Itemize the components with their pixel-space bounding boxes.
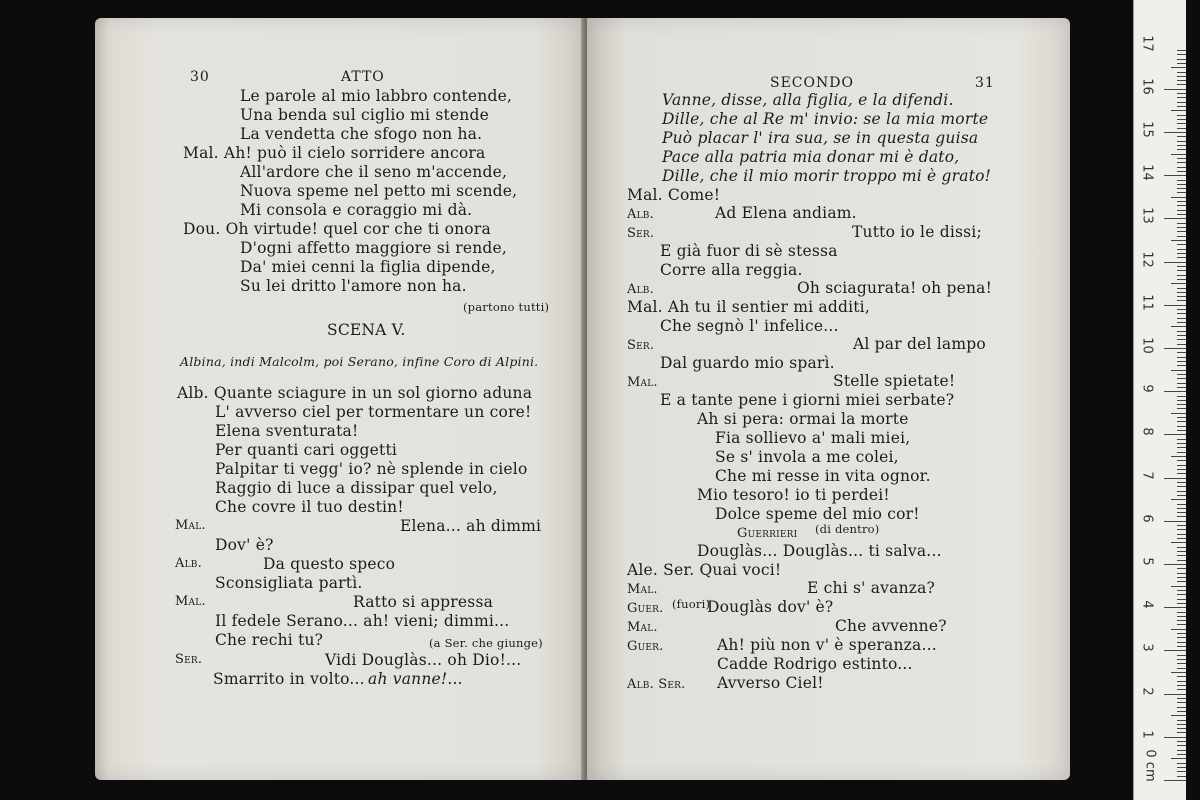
ruler-tick (1177, 205, 1186, 206)
ruler-tick (1171, 586, 1186, 587)
verse-line: Tutto io le dissi; (852, 223, 982, 241)
ruler-tick (1177, 188, 1186, 189)
ruler-tick (1177, 495, 1186, 496)
verse-line: Mi consola e coraggio mi dà. (240, 201, 473, 219)
speaker-label: Ser. (627, 338, 655, 353)
ruler-tick (1177, 663, 1186, 664)
ruler-tick (1177, 590, 1186, 591)
ruler-tick (1177, 236, 1186, 237)
ruler-tick (1177, 184, 1186, 185)
ruler-tick (1177, 620, 1186, 621)
ruler-tick (1177, 504, 1186, 505)
ruler-tick (1177, 344, 1186, 345)
ruler-tick (1177, 603, 1186, 604)
verse-line: Dov' è? (215, 536, 274, 554)
verse-line-italic: Pace alla patria mia donar mi è dato, (662, 148, 960, 166)
ruler-tick (1177, 275, 1186, 276)
ruler-tick (1171, 542, 1186, 543)
ruler-tick (1171, 629, 1186, 630)
ruler-tick (1177, 210, 1186, 211)
verse-line: Per quanti cari oggetti (215, 441, 398, 459)
ruler-tick (1177, 624, 1186, 625)
measuring-ruler (1133, 0, 1186, 800)
verse-line: Oh sciagurata! oh pena! (797, 279, 993, 297)
ruler-tick (1177, 270, 1186, 271)
verse-line: Da questo speco (263, 555, 396, 573)
ruler-tick (1177, 84, 1186, 85)
speaker-label: Guer. (627, 639, 664, 654)
page-number: 31 (975, 75, 995, 91)
speaker-label: Alb. Ser. (627, 677, 686, 692)
speaker-label: Alb. (175, 556, 202, 571)
ruler-tick (1164, 650, 1186, 651)
verse-line: Ratto si appressa (353, 593, 494, 611)
ruler-tick (1177, 581, 1186, 582)
ruler-tick (1177, 257, 1186, 258)
speaker-label: Ser. (627, 226, 655, 241)
ruler-tick (1177, 396, 1186, 397)
ruler-tick (1171, 758, 1186, 759)
ruler-tick (1164, 348, 1186, 349)
ruler-tick (1171, 326, 1186, 327)
ruler-tick (1177, 633, 1186, 634)
ruler-tick (1177, 516, 1186, 517)
ruler-tick (1177, 300, 1186, 301)
verse-line: Che avvenne? (835, 617, 947, 635)
ruler-tick (1164, 564, 1186, 565)
ruler-tick (1171, 672, 1186, 673)
ruler-label: 6 (1139, 514, 1155, 523)
ruler-tick (1177, 123, 1186, 124)
ruler-tick (1177, 426, 1186, 427)
ruler-tick (1177, 292, 1186, 293)
ruler-tick (1177, 529, 1186, 530)
verse-line: Che mi resse in vita ognor. (715, 467, 931, 485)
page-number: 30 (190, 69, 210, 85)
speaker-label: Mal. (627, 620, 658, 635)
ruler-tick (1177, 214, 1186, 215)
ruler-tick (1177, 149, 1186, 150)
ruler-tick (1177, 724, 1186, 725)
ruler-tick (1177, 374, 1186, 375)
ruler-tick (1177, 136, 1186, 137)
ruler-tick (1177, 512, 1186, 513)
ruler-tick (1177, 296, 1186, 297)
ruler-tick (1177, 469, 1186, 470)
ruler-tick (1171, 240, 1186, 241)
ruler-tick (1177, 115, 1186, 116)
verse-line: Avverso Ciel! (717, 674, 824, 692)
ruler-label: 14 (1139, 164, 1155, 181)
ruler-tick (1177, 551, 1186, 552)
ruler-tick (1177, 97, 1186, 98)
ruler-tick (1177, 547, 1186, 548)
ruler-label: 2 (1139, 686, 1155, 696)
ruler-tick (1177, 361, 1186, 362)
verse-line: Mio tesoro! io ti perdei! (697, 486, 890, 504)
ruler-tick (1177, 771, 1186, 772)
verse-line: Dal guardo mio sparì. (660, 354, 835, 372)
ruler-tick (1177, 452, 1186, 453)
ruler-tick (1177, 72, 1186, 73)
speaker-label: Guer. (627, 601, 664, 616)
ruler-tick (1177, 408, 1186, 409)
ruler-tick (1177, 119, 1186, 120)
ruler-tick (1177, 681, 1186, 682)
ruler-tick (1171, 370, 1186, 371)
stage-direction: (fuori) (672, 597, 711, 611)
ruler-tick (1177, 59, 1186, 60)
ruler-tick (1177, 378, 1186, 379)
speaker-label: Mal. (627, 375, 658, 390)
ruler-tick (1177, 288, 1186, 289)
ruler-tick (1177, 465, 1186, 466)
ruler-tick (1177, 707, 1186, 708)
verse-line: Sconsigliata partì. (215, 574, 363, 592)
ruler-tick (1177, 555, 1186, 556)
ruler-label: 5 (1139, 557, 1155, 566)
ruler-tick (1177, 443, 1186, 444)
scene-heading: SCENA V. (327, 321, 406, 339)
ruler-tick (1171, 283, 1186, 284)
verse-line: E chi s' avanza? (807, 579, 936, 597)
ruler-tick (1164, 737, 1186, 738)
verse-line-italic: Vanne, disse, alla figlia, e la difendi. (662, 91, 954, 109)
verse-line: Douglàs... Douglàs... ti salva... (697, 542, 942, 560)
verse-line-italic: Può placar l' ira sua, se in questa guisa (662, 129, 979, 147)
speaker-label: Mal. (627, 582, 658, 597)
ruler-tick (1177, 482, 1186, 483)
ruler-tick (1177, 763, 1186, 764)
ruler-tick (1177, 180, 1186, 181)
ruler-tick (1177, 655, 1186, 656)
ruler-tick (1164, 607, 1186, 608)
verse-line: Ad Elena andiam. (715, 204, 857, 222)
ruler-tick (1177, 54, 1186, 55)
ruler-label: 12 (1139, 250, 1155, 268)
ruler-tick (1177, 331, 1186, 332)
verse-line: Su lei dritto l'amore non ha. (240, 277, 467, 295)
ruler-tick (1177, 594, 1186, 595)
speaker-label: Mal. (175, 594, 206, 609)
verse-line: Mal. Ah tu il sentier mi additi, (627, 298, 870, 316)
ruler-tick (1177, 76, 1186, 77)
ruler-tick (1164, 175, 1186, 176)
verse-line: Corre alla reggia. (660, 261, 803, 279)
ruler-tick (1177, 685, 1186, 686)
verse-line: Ale. Ser. Quai voci! (627, 561, 782, 579)
ruler-tick (1177, 637, 1186, 638)
verse-line: Che covre il tuo destin! (215, 498, 404, 516)
ruler-tick (1177, 732, 1186, 733)
ruler-tick (1177, 720, 1186, 721)
ruler-tick (1177, 473, 1186, 474)
verse-line: Se s' invola a me colei, (715, 448, 899, 466)
verse-line: Fia sollievo a' mali miei, (715, 429, 911, 447)
verse-line: La vendetta che sfogo non ha. (240, 125, 483, 143)
ruler-tick (1164, 132, 1186, 133)
verse-line: E a tante pene i giorni miei serbate? (660, 391, 955, 409)
stage-direction: (di dentro) (815, 522, 880, 536)
verse-line: Al par del lampo (853, 335, 986, 353)
ruler-tick (1177, 702, 1186, 703)
ruler-tick (1171, 197, 1186, 198)
ruler-tick (1177, 352, 1186, 353)
ruler-tick (1164, 780, 1186, 781)
ruler-tick (1177, 80, 1186, 81)
ruler-tick (1177, 158, 1186, 159)
verse-line: Le parole al mio labbro contende, (240, 87, 513, 105)
ruler-tick (1177, 249, 1186, 250)
ruler-tick (1177, 244, 1186, 245)
right-page (587, 18, 1070, 780)
ruler-tick (1177, 573, 1186, 574)
verse-line: Elena... ah dimmi (400, 517, 542, 535)
stage-direction: (a Ser. che giunge) (429, 636, 543, 650)
verse-line: Palpitar ti vegg' io? nè splende in cielo (215, 460, 528, 478)
ruler-label: 1 (1139, 730, 1155, 739)
ruler-tick (1177, 145, 1186, 146)
ruler-tick (1164, 434, 1186, 435)
speaker-label: Ser. (175, 652, 203, 667)
verse-line: L' avverso ciel per tormentare un core! (215, 403, 532, 421)
verse-line: Cadde Rodrigo estinto... (717, 655, 913, 673)
ruler-tick (1177, 491, 1186, 492)
verse-line: All'ardore che il seno m'accende, (240, 163, 508, 181)
verse-line: Vidi Douglàs... oh Dio!... (325, 651, 522, 669)
verse-line: Ah si pera: ormai la morte (697, 410, 909, 428)
ruler-tick (1177, 141, 1186, 142)
verse-line: Che rechi tu? (215, 631, 324, 649)
ruler-tick (1177, 171, 1186, 172)
ruler-label: 4 (1139, 600, 1155, 609)
ruler-tick (1177, 227, 1186, 228)
running-head: ATTO (341, 69, 385, 85)
ruler-label: 10 (1139, 337, 1155, 354)
verse-line: Mal. Ah! può il cielo sorridere ancora (183, 144, 486, 162)
ruler-tick (1177, 400, 1186, 401)
verse-line-italic: ah vanne!... (368, 670, 463, 688)
ruler-tick (1177, 728, 1186, 729)
verse-line: Mal. Come! (627, 186, 721, 204)
ruler-tick (1177, 689, 1186, 690)
ruler-tick (1177, 223, 1186, 224)
verse-line: Smarrito in volto... (213, 670, 365, 688)
verse-line: Stelle spietate! (833, 372, 956, 390)
ruler-tick (1177, 486, 1186, 487)
ruler-tick (1177, 754, 1186, 755)
ruler-tick (1177, 741, 1186, 742)
ruler-tick (1171, 67, 1186, 68)
verse-line: Douglàs dov' è? (707, 598, 834, 616)
ruler-tick (1177, 339, 1186, 340)
ruler-label: 9 (1139, 384, 1155, 393)
ruler-tick (1177, 439, 1186, 440)
ruler-tick (1177, 167, 1186, 168)
verse-line: Alb. Quante sciagure in un sol giorno aduna (177, 384, 533, 402)
ruler-tick (1177, 616, 1186, 617)
ruler-tick (1177, 335, 1186, 336)
ruler-tick (1177, 460, 1186, 461)
ruler-tick (1177, 309, 1186, 310)
ruler-tick (1164, 694, 1186, 695)
ruler-label: 3 (1139, 643, 1155, 653)
ruler-tick (1177, 383, 1186, 384)
speaker-label: Alb. (627, 207, 654, 222)
ruler-tick (1177, 568, 1186, 569)
ruler-tick (1177, 599, 1186, 600)
ruler-tick (1177, 421, 1186, 422)
ruler-label: 0 cm (1142, 749, 1158, 782)
ruler-tick (1171, 499, 1186, 500)
running-head: SECONDO (770, 75, 854, 91)
ruler-tick (1164, 89, 1186, 90)
verse-line: E già fuor di sè stessa (660, 242, 838, 260)
ruler-tick (1177, 577, 1186, 578)
ruler-tick (1164, 391, 1186, 392)
ruler-tick (1177, 525, 1186, 526)
ruler-tick (1177, 538, 1186, 539)
ruler-tick (1177, 711, 1186, 712)
ruler-tick (1177, 404, 1186, 405)
verse-line: Una benda sul ciglio mi stende (240, 106, 489, 124)
ruler-tick (1177, 128, 1186, 129)
ruler-tick (1177, 447, 1186, 448)
verse-line: Dolce speme del mio cor! (715, 505, 920, 523)
ruler-tick (1171, 413, 1186, 414)
left-page (95, 18, 585, 780)
ruler-tick (1164, 521, 1186, 522)
ruler-tick (1177, 266, 1186, 267)
ruler-tick (1177, 106, 1186, 107)
ruler-tick (1177, 313, 1186, 314)
ruler-tick (1177, 698, 1186, 699)
speaker-label: Guerrieri (737, 526, 798, 541)
verse-line: Il fedele Serano... ah! vieni; dimmi... (215, 612, 510, 630)
verse-line: Dou. Oh virtude! quel cor che ti onora (183, 220, 491, 238)
speaker-label: Alb. (627, 282, 654, 297)
ruler-tick (1177, 508, 1186, 509)
verse-line: Che segnò l' infelice... (660, 317, 839, 335)
verse-line: Raggio di luce a dissipar quel velo, (215, 479, 498, 497)
ruler-tick (1164, 478, 1186, 479)
ruler-label: 16 (1139, 78, 1155, 95)
ruler-tick (1177, 417, 1186, 418)
ruler-tick (1177, 279, 1186, 280)
ruler-tick (1177, 201, 1186, 202)
verse-line: Elena sventurata! (215, 422, 359, 440)
ruler-tick (1177, 357, 1186, 358)
ruler-label: 11 (1139, 294, 1155, 311)
ruler-tick (1177, 750, 1186, 751)
verse-line: D'ogni affetto maggiore si rende, (240, 239, 508, 257)
ruler-tick (1177, 365, 1186, 366)
ruler-tick (1177, 50, 1186, 51)
ruler-label: 17 (1139, 34, 1155, 52)
ruler-tick (1177, 745, 1186, 746)
ruler-tick (1177, 676, 1186, 677)
verse-line-italic: Dille, che il mio morir troppo mi è grato! (662, 167, 992, 185)
ruler-tick (1177, 767, 1186, 768)
ruler-tick (1177, 642, 1186, 643)
ruler-tick (1177, 534, 1186, 535)
ruler-tick (1177, 560, 1186, 561)
ruler-tick (1177, 63, 1186, 64)
ruler-tick (1177, 318, 1186, 319)
ruler-label: 15 (1139, 121, 1155, 138)
ruler-tick (1177, 387, 1186, 388)
ruler-tick (1171, 715, 1186, 716)
ruler-tick (1177, 322, 1186, 323)
ruler-label: 7 (1139, 470, 1155, 480)
ruler-tick (1171, 110, 1186, 111)
verse-line: Nuova speme nel petto mi scende, (240, 182, 518, 200)
verse-line: Da' miei cenni la figlia dipende, (240, 258, 496, 276)
open-book (95, 18, 1070, 780)
ruler-tick (1177, 192, 1186, 193)
ruler-tick (1177, 162, 1186, 163)
ruler-tick (1171, 456, 1186, 457)
ruler-tick (1177, 646, 1186, 647)
ruler-tick (1177, 776, 1186, 777)
ruler-tick (1164, 262, 1186, 263)
ruler-tick (1177, 430, 1186, 431)
ruler-tick (1177, 93, 1186, 94)
ruler-tick (1177, 659, 1186, 660)
ruler-tick (1177, 253, 1186, 254)
ruler-tick (1164, 218, 1186, 219)
ruler-label: 13 (1139, 207, 1155, 225)
verse-line-italic: Dille, che al Re m' invio: se la mia morte (662, 110, 989, 128)
ruler-tick (1177, 102, 1186, 103)
ruler-tick (1177, 668, 1186, 669)
ruler-tick (1177, 231, 1186, 232)
ruler-label: 8 (1139, 427, 1155, 437)
stage-direction: (partono tutti) (463, 300, 550, 314)
scene-characters: Albina, indi Malcolm, poi Serano, infine Coro di Alpini. (180, 354, 539, 369)
verse-line: Ah! più non v' è speranza... (717, 636, 937, 654)
ruler-tick (1177, 612, 1186, 613)
ruler-tick (1164, 305, 1186, 306)
ruler-tick (1171, 154, 1186, 155)
speaker-label: Mal. (175, 518, 206, 533)
